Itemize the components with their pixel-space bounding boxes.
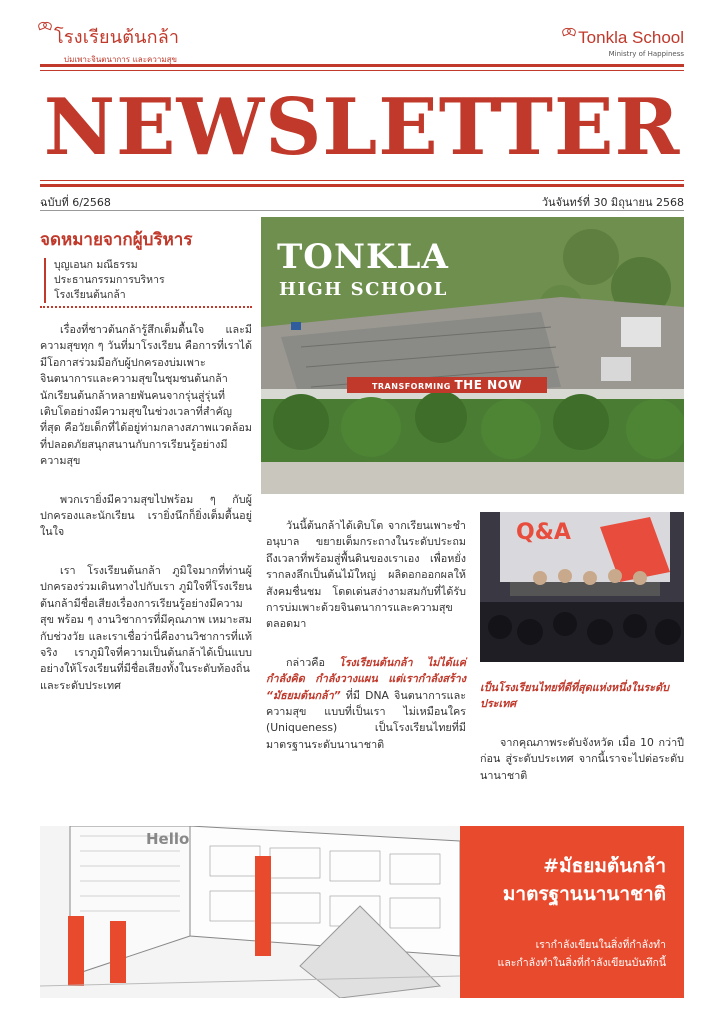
hero-title-high-school: HIGH SCHOOL (279, 279, 448, 300)
middle-column (266, 518, 466, 753)
bottom-subtext-line-1: เรากำลังเขียนในสิ่งที่กำลังทำ (535, 939, 666, 951)
right-column (480, 680, 684, 784)
school-tagline-thai: บ่มเพาะจินตนาการ และความสุข (64, 55, 177, 64)
building-hello-sign: Hello (146, 830, 190, 848)
school-name-english: Tonkla School (578, 28, 684, 47)
executive-org: โรงเรียนต้นกล้า (54, 289, 126, 301)
banner-big-text: THE NOW (454, 378, 523, 392)
qa-session-photo (480, 512, 684, 662)
building-illustration (40, 826, 460, 998)
bottom-subtext-line-2: และกำลังทำในสิ่งที่กำลังเขียนบันทึกนี้ (497, 957, 666, 969)
hero-title-tonkla: TONKLA (277, 237, 449, 277)
school-logo-thai (38, 22, 179, 66)
qa-screen-text: Q&A (516, 520, 571, 545)
middle-paragraph-2-rest: ที่มี DNA จินตนาการและความสุข แบบที่เป็นเรา ไม่เหมือนใคร (Uniqueness) เป็นโรงเรียนไทยที่มีมาตรฐานระดับนานาชาติ (266, 688, 466, 751)
masthead-rule-thick (40, 184, 684, 187)
left-column (40, 322, 252, 694)
date-divider (40, 210, 684, 211)
middle-paragraph-2 (266, 655, 466, 753)
header-rule-thin (40, 70, 684, 71)
masthead-rule-thin (40, 180, 684, 181)
hashtag-line-1: #มัธยมต้นกล้า (543, 855, 666, 877)
banner-small-text: TRANSFORMING (371, 382, 451, 391)
left-paragraph-1: เรื่องที่ชาวต้นกล้ารู้สึกเต็มตื้นใจ และมีความสุขทุก ๆ วันที่มาโรงเรียน คือการที่เราได้มีโอกาสร่วมมือกับผู้ปกครองบ่มเพาะจินตนาการและความสุขในชุมชนต้นกล้า นักเรียนต้นกล้าหลายพันคนจากรุ่นสู่รุ่นที่เติบโตอย่างมีความสุขในช่วงเวลาที่สำคัญที่สุด คือวัยเด็กที่ได้อยู่ท่ามกลางสภาพแวดล้อมที่ปลอดภัยสนุกสนานกับการเรียนรู้อย่างมีความสุข (40, 323, 252, 468)
school-name-thai: โรงเรียนต้นกล้า (54, 27, 180, 48)
bottom-banner (40, 826, 684, 998)
executive-name: บุญเอนก มณีธรรม (54, 259, 138, 271)
middle-paragraph-2-highlight: โรงเรียนต้นกล้า ไม่ได้แค่กำลังคิด กำลังวางแผน แต่เรากำลังสร้าง “มัธยมต้นกล้า” (266, 655, 466, 702)
transforming-banner (347, 377, 547, 393)
issue-date: วันจันทร์ที่ 30 มิถุนายน 2568 (541, 196, 684, 209)
executive-letter-heading: จดหมายจากผู้บริหาร (40, 230, 193, 250)
hashtag-line-2: มาตรฐานนานาชาติ (502, 883, 666, 905)
left-paragraph-3: เรา โรงเรียนต้นกล้า ภูมิใจมากที่ท่านผู้ปกครองร่วมเดินทางไปกับเรา ภูมิใจที่โรงเรียนต้นกล้ามีชื่อเสียงเรื่องการเรียนรู้อย่างมีความสุข พร้อม ๆ งานวิชาการที่มีคุณภาพ เหมาะสมกับช่วงวัย และเราเชื่อว่านี่คืองานวิชาการที่แท้จริง เราภูมิใจที่ความเป็นต้นกล้าได้เป็นแบบอย่างให้โรงเรียนที่มีชื่อเสียงทั้งในระดับท้องถิ่นและระดับประเทศ (40, 563, 252, 692)
sprout-icon (38, 22, 52, 34)
bottom-subtext (498, 936, 666, 972)
right-paragraph-1: เป็นโรงเรียนไทยที่ดีที่สุดแห่งหนึ่งในระดับประเทศ (480, 681, 669, 711)
middle-paragraph-2-start: กล่าวคือ (286, 655, 339, 669)
building-sketch (40, 826, 460, 998)
school-logo-english (562, 28, 684, 58)
dotted-divider (40, 306, 252, 314)
issue-number: ฉบับที่ 6/2568 (40, 196, 111, 209)
bottom-hashtag (503, 852, 666, 908)
executive-info (44, 258, 165, 303)
sprout-icon (562, 28, 576, 40)
school-tagline-english: Ministry of Happiness (608, 50, 684, 58)
construction-photo (261, 217, 684, 494)
qa-session-illustration (480, 512, 684, 662)
newsletter-title: NEWSLETTER (43, 82, 681, 173)
executive-position: ประธานกรรมการบริหาร (54, 274, 165, 286)
right-paragraph-2: จากคุณภาพระดับจังหวัด เมื่อ 10 กว่าปีก่อน สู่ระดับประเทศ จากนี้เราจะไปต่อระดับนานาชาติ (480, 735, 684, 782)
left-paragraph-2: พวกเรายิ่งมีความสุขไปพร้อม ๆ กับผู้ปกครองและนักเรียน เรายิ่งนึกก็ยิ่งเต็มตื้นอยู่ในใจ (40, 492, 252, 539)
middle-paragraph-1: วันนี้ต้นกล้าได้เติบโต จากเรียนเพาะชำอนุบาล ขยายเต็มกระถางในระดับประถม ถึงเวลาที่พร้อมสู่พื้นดินของเราเอง เพื่อหยั่งรากลงลึกเป็นต้นไม้ใหญ่ ผลิดอกออกผลให้สังคมชื่นชม โดดเด่นสง่างามสมกับที่ได้รับการบ่มเพาะด้วยจินตนาการและความสุขตลอดมา (266, 519, 466, 631)
header-rule-top (40, 64, 684, 67)
